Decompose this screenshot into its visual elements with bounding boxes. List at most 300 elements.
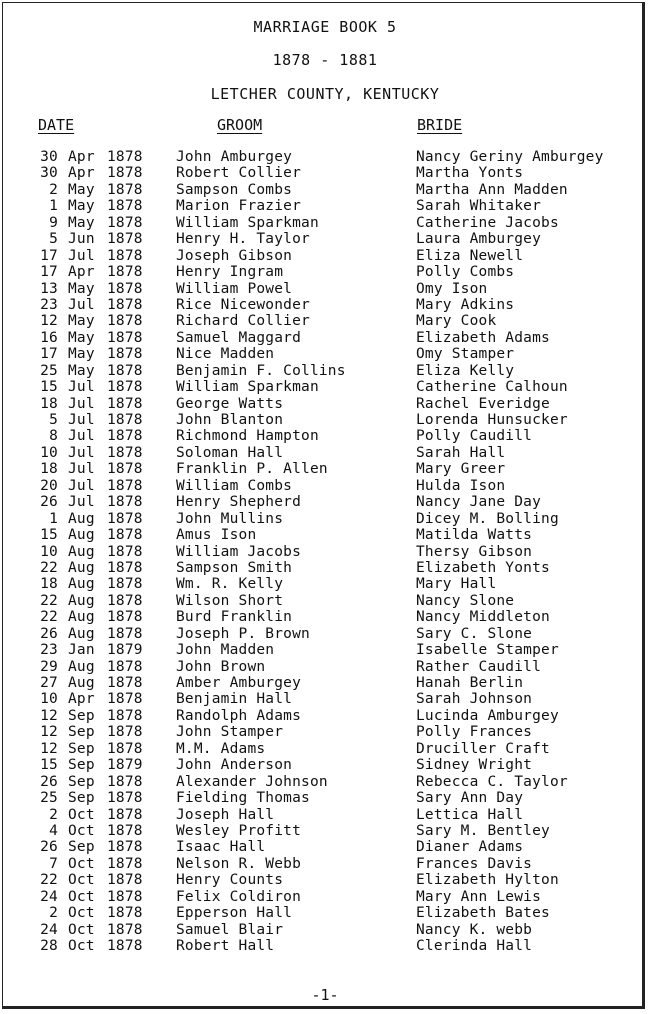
record-bride: Nancy Jane Day — [416, 494, 542, 511]
record-bride: Mary Ann Lewis — [416, 888, 542, 905]
record-bride: Matilda Watts — [416, 527, 533, 544]
record-day: 10 — [40, 691, 58, 708]
record-row — [0, 741, 650, 757]
record-bride: Rather Caudill — [416, 658, 542, 675]
record-month: May — [68, 198, 95, 215]
record-year: 1878 — [107, 313, 143, 330]
record-year: 1878 — [107, 872, 143, 889]
record-groom: Robert Hall — [176, 938, 275, 954]
record-groom: Richard Collier — [176, 313, 310, 330]
record-day: 5 — [49, 231, 58, 248]
record-groom: Wm. R. Kelly — [176, 576, 284, 593]
record-month: Oct — [68, 905, 95, 922]
record-groom: Franklin P. Allen — [176, 461, 328, 478]
record-groom: Samuel Maggard — [176, 329, 302, 346]
record-row — [0, 790, 650, 806]
record-row — [0, 494, 650, 510]
record-groom: Nice Madden — [176, 346, 275, 363]
record-row — [0, 396, 650, 412]
record-row — [0, 691, 650, 707]
record-row — [0, 231, 650, 247]
record-bride: Elizabeth Hylton — [416, 872, 559, 889]
record-bride: Dicey M. Bolling — [416, 510, 559, 527]
record-bride: Elizabeth Adams — [416, 329, 550, 346]
record-bride: Omy Ison — [416, 280, 488, 297]
record-day: 12 — [40, 707, 58, 724]
record-year: 1878 — [107, 247, 143, 264]
record-month: Oct — [68, 872, 95, 889]
record-year: 1878 — [107, 494, 143, 511]
record-day: 12 — [40, 740, 58, 757]
record-groom: John Anderson — [176, 757, 293, 774]
record-row — [0, 313, 650, 329]
record-day: 27 — [40, 675, 58, 691]
record-bride: Lorenda Hunsucker — [416, 412, 568, 428]
record-groom: Sampson Smith — [176, 559, 293, 576]
record-bride: Frances Davis — [416, 855, 533, 872]
record-bride: Martha Ann Madden — [416, 181, 568, 198]
record-month: May — [68, 362, 95, 379]
record-day: 15 — [40, 757, 58, 774]
record-row — [0, 198, 650, 214]
record-month: Oct — [68, 855, 95, 872]
record-row — [0, 872, 650, 888]
record-bride: Thersy Gibson — [416, 543, 533, 560]
record-year: 1878 — [107, 231, 143, 248]
record-row — [0, 823, 650, 839]
record-bride: Catherine Calhoun — [416, 379, 568, 396]
record-day: 17 — [40, 247, 58, 264]
record-row — [0, 527, 650, 543]
record-row — [0, 297, 650, 313]
record-year: 1878 — [107, 724, 143, 741]
record-bride: Martha Yonts — [416, 165, 524, 182]
record-groom: John Amburgey — [176, 149, 293, 165]
record-month: Jul — [68, 296, 95, 313]
record-day: 7 — [49, 855, 58, 872]
record-year: 1878 — [107, 790, 143, 807]
record-day: 17 — [40, 346, 58, 363]
record-year: 1878 — [107, 510, 143, 527]
record-year: 1878 — [107, 921, 143, 938]
record-groom: John Stamper — [176, 724, 284, 741]
record-groom: Felix Coldiron — [176, 888, 302, 905]
record-row — [0, 889, 650, 905]
record-row — [0, 757, 650, 773]
record-month: Sep — [68, 790, 95, 807]
record-groom: John Mullins — [176, 510, 284, 527]
record-day: 30 — [40, 165, 58, 182]
record-day: 22 — [40, 592, 58, 609]
record-row — [0, 560, 650, 576]
record-year: 1878 — [107, 740, 143, 757]
record-month: Sep — [68, 740, 95, 757]
record-month: Sep — [68, 707, 95, 724]
record-groom: Wesley Profitt — [176, 822, 302, 839]
record-row — [0, 511, 650, 527]
record-row — [0, 478, 650, 494]
record-groom: John Blanton — [176, 412, 284, 428]
record-groom: Nelson R. Webb — [176, 855, 302, 872]
record-month: Sep — [68, 724, 95, 741]
record-month: May — [68, 313, 95, 330]
record-bride: Sarah Johnson — [416, 691, 533, 708]
record-groom: Richmond Hampton — [176, 428, 319, 445]
record-year: 1878 — [107, 149, 143, 165]
record-day: 23 — [40, 642, 58, 659]
record-day: 22 — [40, 559, 58, 576]
record-year: 1878 — [107, 822, 143, 839]
record-bride: Omy Stamper — [416, 346, 515, 363]
column-header-date: DATE — [38, 116, 75, 134]
record-day: 28 — [40, 938, 58, 954]
record-row — [0, 609, 650, 625]
record-bride: Eliza Kelly — [416, 362, 515, 379]
record-year: 1878 — [107, 707, 143, 724]
record-groom: John Brown — [176, 658, 266, 675]
record-year: 1878 — [107, 806, 143, 823]
record-row — [0, 346, 650, 362]
record-day: 26 — [40, 625, 58, 642]
record-day: 24 — [40, 921, 58, 938]
record-row — [0, 593, 650, 609]
record-row — [0, 165, 650, 181]
record-year: 1878 — [107, 592, 143, 609]
record-year: 1878 — [107, 773, 143, 790]
record-row — [0, 856, 650, 872]
record-row — [0, 807, 650, 823]
record-groom: William Sparkman — [176, 214, 319, 231]
record-year: 1878 — [107, 905, 143, 922]
record-month: May — [68, 214, 95, 231]
county-heading: LETCHER COUNTY, KENTUCKY — [210, 85, 440, 103]
record-day: 26 — [40, 839, 58, 856]
record-bride: Sary M. Bentley — [416, 822, 550, 839]
record-groom: William Jacobs — [176, 543, 302, 560]
record-month: Jul — [68, 428, 95, 445]
record-year: 1878 — [107, 395, 143, 412]
record-row — [0, 774, 650, 790]
record-row — [0, 379, 650, 395]
record-day: 29 — [40, 658, 58, 675]
record-bride: Eliza Newell — [416, 247, 524, 264]
record-groom: Amber Amburgey — [176, 675, 302, 691]
record-bride: Nancy Geriny Amburgey — [416, 149, 604, 165]
record-year: 1879 — [107, 642, 143, 659]
record-day: 25 — [40, 790, 58, 807]
record-month: Aug — [68, 609, 95, 626]
record-groom: William Combs — [176, 477, 293, 494]
record-year: 1878 — [107, 691, 143, 708]
record-year: 1878 — [107, 214, 143, 231]
record-bride: Clerinda Hall — [416, 938, 533, 954]
record-day: 13 — [40, 280, 58, 297]
record-row — [0, 659, 650, 675]
record-bride: Polly Caudill — [416, 428, 533, 445]
record-month: Aug — [68, 658, 95, 675]
record-bride: Elizabeth Bates — [416, 905, 550, 922]
record-groom: Henry H. Taylor — [176, 231, 310, 248]
record-day: 22 — [40, 609, 58, 626]
record-row — [0, 675, 650, 691]
record-year: 1878 — [107, 181, 143, 198]
record-year: 1878 — [107, 379, 143, 396]
record-day: 12 — [40, 724, 58, 741]
record-row — [0, 264, 650, 280]
record-day: 1 — [49, 198, 58, 215]
record-day: 15 — [40, 527, 58, 544]
record-bride: Hanah Berlin — [416, 675, 524, 691]
record-bride: Mary Hall — [416, 576, 497, 593]
record-day: 8 — [49, 428, 58, 445]
record-groom: Benjamin F. Collins — [176, 362, 346, 379]
record-year: 1878 — [107, 296, 143, 313]
record-bride: Dianer Adams — [416, 839, 524, 856]
record-bride: Sarah Whitaker — [416, 198, 542, 215]
column-header-groom: GROOM — [217, 116, 263, 134]
record-month: Oct — [68, 888, 95, 905]
record-row — [0, 708, 650, 724]
record-month: Aug — [68, 592, 95, 609]
record-bride: Polly Combs — [416, 264, 515, 281]
record-year: 1878 — [107, 609, 143, 626]
record-row — [0, 363, 650, 379]
record-bride: Lucinda Amburgey — [416, 707, 559, 724]
record-month: Oct — [68, 921, 95, 938]
record-row — [0, 905, 650, 921]
record-row — [0, 445, 650, 461]
record-month: Jul — [68, 444, 95, 461]
record-bride: Catherine Jacobs — [416, 214, 559, 231]
record-year: 1878 — [107, 477, 143, 494]
record-year: 1878 — [107, 855, 143, 872]
record-year: 1878 — [107, 888, 143, 905]
record-month: Jan — [68, 642, 95, 659]
record-month: Aug — [68, 510, 95, 527]
record-groom: George Watts — [176, 395, 284, 412]
record-month: Sep — [68, 839, 95, 856]
record-day: 23 — [40, 296, 58, 313]
record-year: 1878 — [107, 444, 143, 461]
record-row — [0, 215, 650, 231]
record-groom: Sampson Combs — [176, 181, 293, 198]
record-month: Aug — [68, 625, 95, 642]
record-row — [0, 724, 650, 740]
record-groom: William Sparkman — [176, 379, 319, 396]
record-groom: Henry Counts — [176, 872, 284, 889]
record-month: May — [68, 181, 95, 198]
marriage-records-list — [0, 149, 650, 954]
record-month: Apr — [68, 691, 95, 708]
record-day: 25 — [40, 362, 58, 379]
record-day: 18 — [40, 576, 58, 593]
record-month: Jul — [68, 412, 95, 428]
record-groom: Burd Franklin — [176, 609, 293, 626]
record-day: 30 — [40, 149, 58, 165]
record-bride: Mary Greer — [416, 461, 506, 478]
record-month: Sep — [68, 773, 95, 790]
record-groom: Randolph Adams — [176, 707, 302, 724]
record-row — [0, 281, 650, 297]
record-row — [0, 461, 650, 477]
record-year: 1878 — [107, 280, 143, 297]
record-day: 5 — [49, 412, 58, 428]
record-row — [0, 412, 650, 428]
record-groom: Fielding Thomas — [176, 790, 310, 807]
record-day: 20 — [40, 477, 58, 494]
record-day: 26 — [40, 494, 58, 511]
record-row — [0, 544, 650, 560]
record-bride: Druciller Craft — [416, 740, 550, 757]
record-year: 1878 — [107, 412, 143, 428]
record-year: 1878 — [107, 165, 143, 182]
record-row — [0, 428, 650, 444]
record-month: May — [68, 280, 95, 297]
record-day: 18 — [40, 395, 58, 412]
record-bride: Nancy Middleton — [416, 609, 550, 626]
record-day: 2 — [49, 905, 58, 922]
record-row — [0, 839, 650, 855]
record-month: Jul — [68, 494, 95, 511]
record-month: Aug — [68, 576, 95, 593]
record-day: 18 — [40, 461, 58, 478]
record-year: 1878 — [107, 329, 143, 346]
record-row — [0, 576, 650, 592]
record-groom: Joseph Gibson — [176, 247, 293, 264]
record-year: 1878 — [107, 543, 143, 560]
record-day: 2 — [49, 181, 58, 198]
record-row — [0, 938, 650, 954]
record-bride: Sary C. Slone — [416, 625, 533, 642]
record-month: Oct — [68, 822, 95, 839]
record-year: 1878 — [107, 362, 143, 379]
year-range: 1878 - 1881 — [272, 51, 378, 69]
record-month: Oct — [68, 938, 95, 954]
record-year: 1878 — [107, 938, 143, 954]
record-bride: Mary Adkins — [416, 296, 515, 313]
record-month: Aug — [68, 675, 95, 691]
record-month: Aug — [68, 543, 95, 560]
record-day: 24 — [40, 888, 58, 905]
record-groom: William Powel — [176, 280, 293, 297]
record-year: 1878 — [107, 264, 143, 281]
record-year: 1878 — [107, 675, 143, 691]
record-day: 26 — [40, 773, 58, 790]
record-day: 1 — [49, 510, 58, 527]
record-year: 1878 — [107, 625, 143, 642]
record-year: 1878 — [107, 559, 143, 576]
column-header-bride: BRIDE — [417, 116, 463, 134]
record-bride: Hulda Ison — [416, 477, 506, 494]
record-day: 9 — [49, 214, 58, 231]
record-bride: Sary Ann Day — [416, 790, 524, 807]
record-groom: Alexander Johnson — [176, 773, 328, 790]
record-month: Apr — [68, 149, 95, 165]
record-groom: Marion Frazier — [176, 198, 302, 215]
record-bride: Polly Frances — [416, 724, 533, 741]
record-year: 1878 — [107, 346, 143, 363]
record-month: Oct — [68, 806, 95, 823]
record-row — [0, 330, 650, 346]
record-month: Jul — [68, 395, 95, 412]
record-groom: Henry Shepherd — [176, 494, 302, 511]
record-day: 10 — [40, 543, 58, 560]
record-year: 1878 — [107, 527, 143, 544]
record-groom: Joseph P. Brown — [176, 625, 310, 642]
record-groom: Soloman Hall — [176, 444, 284, 461]
record-bride: Nancy K. webb — [416, 921, 533, 938]
record-year: 1878 — [107, 461, 143, 478]
record-year: 1878 — [107, 839, 143, 856]
record-month: Jul — [68, 477, 95, 494]
record-month: Jul — [68, 247, 95, 264]
record-bride: Rebecca C. Taylor — [416, 773, 568, 790]
record-groom: Joseph Hall — [176, 806, 275, 823]
record-month: May — [68, 329, 95, 346]
record-bride: Nancy Slone — [416, 592, 515, 609]
record-month: Apr — [68, 264, 95, 281]
record-month: Apr — [68, 165, 95, 182]
record-groom: Epperson Hall — [176, 905, 293, 922]
record-year: 1878 — [107, 658, 143, 675]
record-month: Jun — [68, 231, 95, 248]
record-day: 2 — [49, 806, 58, 823]
record-bride: Sidney Wright — [416, 757, 533, 774]
record-year: 1878 — [107, 576, 143, 593]
record-day: 4 — [49, 822, 58, 839]
record-month: Jul — [68, 461, 95, 478]
record-groom: Wilson Short — [176, 592, 284, 609]
record-year: 1878 — [107, 428, 143, 445]
record-bride: Mary Cook — [416, 313, 497, 330]
record-row — [0, 626, 650, 642]
record-row — [0, 642, 650, 658]
record-day: 17 — [40, 264, 58, 281]
record-year: 1878 — [107, 198, 143, 215]
record-row — [0, 149, 650, 165]
record-bride: Elizabeth Yonts — [416, 559, 550, 576]
record-day: 15 — [40, 379, 58, 396]
record-month: Aug — [68, 559, 95, 576]
record-row — [0, 922, 650, 938]
record-bride: Laura Amburgey — [416, 231, 542, 248]
record-month: Sep — [68, 757, 95, 774]
record-bride: Sarah Hall — [416, 444, 506, 461]
record-day: 12 — [40, 313, 58, 330]
record-month: May — [68, 346, 95, 363]
record-groom: Isaac Hall — [176, 839, 266, 856]
record-row — [0, 182, 650, 198]
record-groom: Robert Collier — [176, 165, 302, 182]
record-bride: Lettica Hall — [416, 806, 524, 823]
record-groom: Henry Ingram — [176, 264, 284, 281]
record-bride: Rachel Everidge — [416, 395, 550, 412]
record-groom: M.M. Adams — [176, 740, 266, 757]
book-title: MARRIAGE BOOK 5 — [253, 18, 397, 36]
record-month: Jul — [68, 379, 95, 396]
record-groom: Amus Ison — [176, 527, 257, 544]
record-day: 22 — [40, 872, 58, 889]
page-number: -1- — [311, 986, 339, 1004]
record-groom: John Madden — [176, 642, 275, 659]
record-year: 1879 — [107, 757, 143, 774]
record-groom: Rice Nicewonder — [176, 296, 310, 313]
record-row — [0, 248, 650, 264]
record-day: 10 — [40, 444, 58, 461]
record-groom: Samuel Blair — [176, 921, 284, 938]
record-groom: Benjamin Hall — [176, 691, 293, 708]
record-day: 16 — [40, 329, 58, 346]
